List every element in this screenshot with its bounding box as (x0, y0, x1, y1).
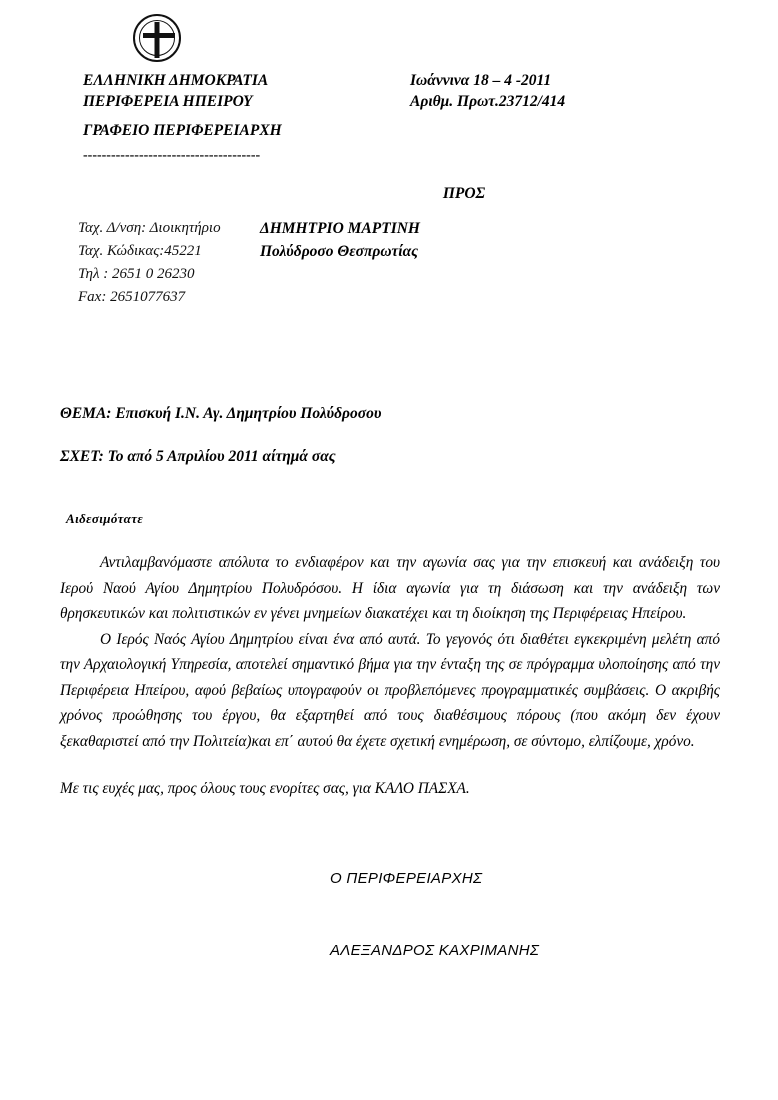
letter-header (0, 70, 778, 165)
signature-title: Ο ΠΕΡΙΦΕΡΕΙΑΡΧΗΣ (330, 870, 483, 887)
contact-postal-code: Ταχ. Κώδικας:45221 (78, 243, 202, 259)
reference-line: ΣΧΕΤ: Το από 5 Απριλίου 2011 αίτημά σας (60, 448, 336, 465)
greek-republic-emblem-icon (133, 14, 185, 72)
protocol-number: Αριθμ. Πρωτ.23712/414 (410, 93, 566, 110)
header-divider: -------------------------------------- (83, 148, 261, 163)
place-date: Ιωάννινα 18 – 4 -2011 (410, 72, 552, 89)
subject-line: ΘΕΜΑ: Επισκυή Ι.Ν. Αγ. Δημητρίου Πολύδροσου (60, 405, 382, 422)
authority-line-2: ΠΕΡΙΦΕΡΕΙΑ ΗΠΕΙΡΟΥ (83, 93, 253, 110)
office-name: ΓΡΑΦΕΙΟ ΠΕΡΙΦΕΡΕΙΑΡΧΗ (83, 122, 282, 139)
authority-line-1: ΕΛΛΗΝΙΚΗ ΔΗΜΟΚΡΑΤΙΑ (83, 72, 269, 89)
recipient-address: Πολύδροσο Θεσπρωτίας (260, 243, 419, 260)
letter-body (60, 550, 720, 802)
recipient-to-label: ΠΡΟΣ (442, 185, 486, 202)
salutation: Αιδεσιμότατε (66, 511, 144, 526)
contact-address: Ταχ. Δ/νση: Διοικητήριο (78, 220, 221, 236)
closing-line: Με τις ευχές μας, προς όλους τους ενορίτες σας, για ΚΑΛΟ ΠΑΣΧΑ. (60, 780, 470, 797)
paragraph-1: Αντιλαμβανόμαστε απόλυτα το ενδιαφέρον και την αγωνία σας για την επισκευή και ανάδειξη του Ιερού Ναού Αγίου Δημητρίου Πολυδρόσου. Η ίδια αγωνία για τη διάσωση και την ανάδειξη των θρησκευτικών και πολιτιστικών εν γένει μνημείων διακατέχει και τη διοίκηση της Περιφέρειας Ηπείρου. (60, 554, 720, 622)
contact-phone: Τηλ : 2651 0 26230 (78, 266, 195, 282)
signature-name: ΑΛΕΞΑΝΔΡΟΣ ΚΑΧΡΙΜΑΝΗΣ (330, 942, 540, 959)
paragraph-2: Ο Ιερός Ναός Αγίου Δημητρίου είναι ένα από αυτά. Το γεγονός ότι διαθέτει εγκεκριμένη μελέτη από την Αρχαιολογική Υπηρεσία, αποτελεί σημαντικό βήμα για την ένταξη της σε πρόγραμμα υλοποίησης από την Περιφέρεια Ηπείρου, αφού βεβαίως υπογραφούν οι προβλεπόμενες προγραμματικές συμβάσεις. Ο ακριβής χρόνος προώθησης του έργου, θα εξαρτηθεί από τους διαθέσιμους πόρους (που ακόμη δεν έχουν ξεκαθαριστεί από την Πολιτεία)και επ΄ αυτού θα έχετε σχετική ενημέρωση, σε σύντομο, ελπίζουμε, χρόνο. (60, 630, 720, 750)
address-block (0, 217, 778, 309)
recipient-name: ΔΗΜΗΤΡΙΟ ΜΑΡΤΙΝΗ (260, 220, 420, 237)
contact-fax: Fax: 2651077637 (78, 289, 186, 305)
